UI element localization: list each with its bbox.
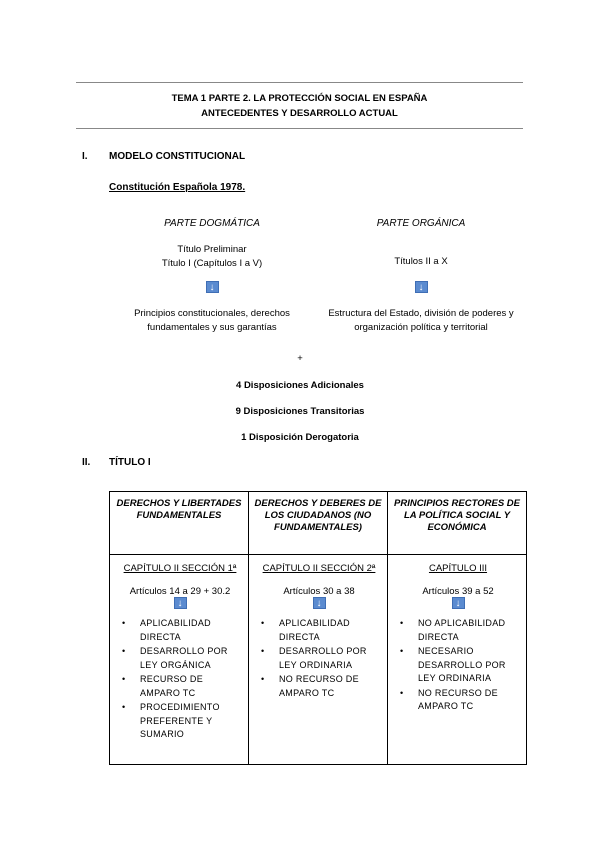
organic-description	[310, 307, 532, 335]
articles-label: Artículos 39 a 52	[422, 586, 494, 597]
chapter-label: CAPÍTULO II SECCIÓN 1ª	[123, 563, 237, 574]
organic-titles: Títulos II a X	[394, 256, 448, 267]
list-item: • APLICABILIDAD DIRECTA	[279, 617, 381, 644]
top-rule	[76, 82, 523, 83]
header-fundamental-rights: DERECHOS Y LIBERTADES FUNDAMENTALES	[110, 492, 249, 555]
organic-heading: PARTE ORGÁNICA	[376, 218, 466, 229]
features-list	[257, 617, 381, 700]
dogmatic-desc-1: Principios constitucionales, derechos	[134, 308, 290, 319]
dogmatic-arrow	[112, 281, 312, 293]
dogmatic-line-2: Título I (Capítulos I a V)	[161, 258, 263, 269]
down-arrow-icon: ↓	[452, 597, 465, 609]
title-line-1: TEMA 1 PARTE 2. LA PROTECCIÓN SOCIAL EN ESPAÑA	[171, 93, 428, 104]
organic-desc-2: organización política y territorial	[354, 322, 488, 333]
section-1-title: MODELO CONSTITUCIONAL	[109, 151, 246, 162]
down-arrow-icon: ↓	[174, 597, 187, 609]
document-title	[76, 91, 523, 121]
section-2-number: II.	[82, 457, 91, 468]
header-guiding-principles: PRINCIPIOS RECTORES DE LA POLÍTICA SOCIAL Y ECONÓMICA	[388, 492, 527, 555]
list-item: • NO RECURSO DE AMPARO TC	[279, 673, 381, 700]
column-guiding-principles	[388, 555, 527, 765]
down-arrow-icon: ↓	[313, 597, 326, 609]
section-1-number: I.	[82, 151, 88, 162]
dogmatic-line-1: Título Preliminar	[177, 244, 247, 255]
table-header-row	[110, 492, 527, 555]
dogmatic-desc-2: fundamentales y sus garantías	[147, 322, 277, 333]
list-item: • NO RECURSO DE AMPARO TC	[418, 687, 520, 714]
title-line-2: ANTECEDENTES Y DESARROLLO ACTUAL	[201, 108, 398, 119]
additional-provisions: 4 Disposiciones Adicionales	[236, 380, 364, 391]
articles-label: Artículos 30 a 38	[283, 586, 355, 597]
section-2-title: TÍTULO I	[109, 457, 151, 468]
header-citizen-rights: DERECHOS Y DEBERES DE LOS CIUDADANOS (NO FUNDAMENTALES)	[249, 492, 388, 555]
dogmatic-heading: PARTE DOGMÁTICA	[164, 218, 260, 229]
column-fundamental-rights	[110, 555, 249, 765]
table-body-row	[110, 555, 527, 765]
list-item: • NECESARIO DESARROLLO POR LEY ORDINARIA	[418, 645, 520, 686]
chapter-label: CAPÍTULO II SECCIÓN 2ª	[262, 563, 376, 574]
repealing-provision: 1 Disposición Derogatoria	[241, 432, 359, 443]
organic-arrow	[310, 281, 532, 293]
constitution-subtitle: Constitución Española 1978.	[109, 182, 246, 193]
list-item: • RECURSO DE AMPARO TC	[140, 673, 242, 700]
organic-desc-1: Estructura del Estado, división de poderes y	[328, 308, 514, 319]
bottom-rule	[76, 128, 523, 129]
chapter-label: CAPÍTULO III	[428, 563, 488, 574]
list-item: • DESARROLLO POR LEY ORDINARIA	[279, 645, 381, 672]
dogmatic-description	[112, 307, 312, 335]
list-item: • DESARROLLO POR LEY ORGÁNICA	[140, 645, 242, 672]
articles-label: Artículos 14 a 29 + 30.2	[129, 586, 231, 597]
list-item: • APLICABILIDAD DIRECTA	[140, 617, 242, 644]
dogmatic-titles	[112, 243, 312, 271]
title-i-table	[109, 491, 527, 765]
features-list	[396, 617, 520, 714]
down-arrow-icon: ↓	[415, 281, 428, 293]
transitional-provisions: 9 Disposiciones Transitorias	[235, 406, 365, 417]
plus-sign: +	[297, 353, 303, 364]
features-list	[118, 617, 242, 742]
down-arrow-icon: ↓	[206, 281, 219, 293]
list-item: • NO APLICABILIDAD DIRECTA	[418, 617, 520, 644]
column-citizen-rights	[249, 555, 388, 765]
list-item: • PROCEDIMIENTO PREFERENTE Y SUMARIO	[140, 701, 242, 742]
